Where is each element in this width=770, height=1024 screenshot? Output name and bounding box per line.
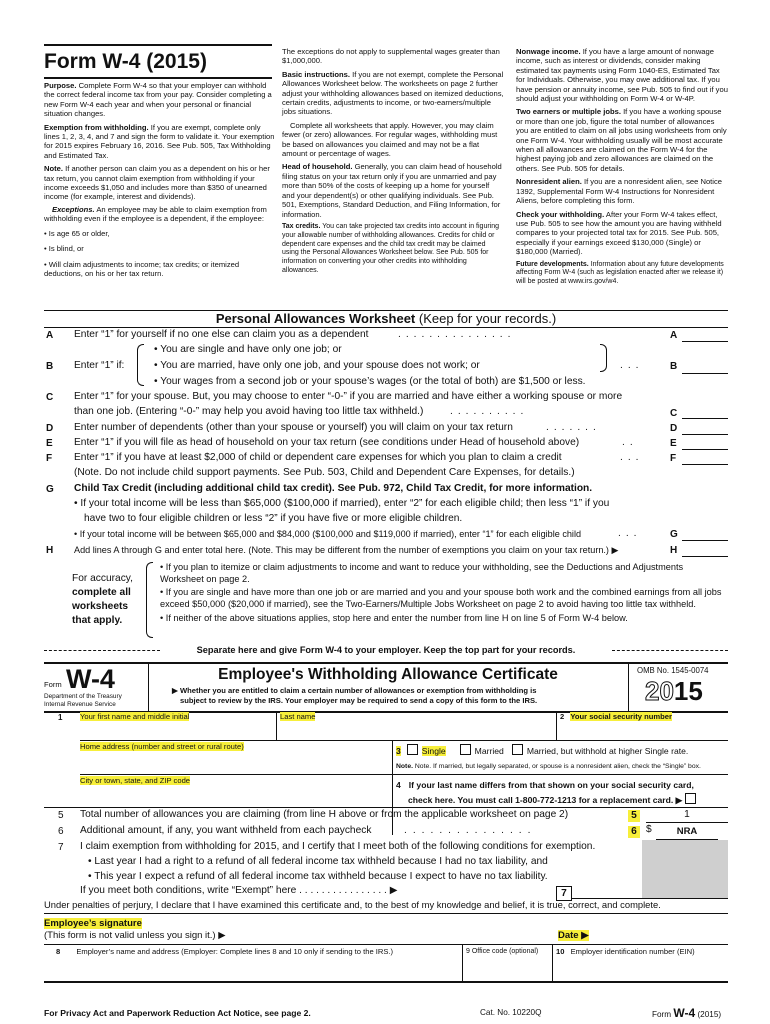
line-8-text: Employer’s name and address (Employer: Complete lines 8 and 10 only if sending to the IRS.) [76,947,394,956]
form-title: Form W-4 (2015) [44,50,207,73]
hoh-label: Head of household. [282,162,353,172]
cert-omb: OMB No. 1545-0074 [637,666,709,675]
instructions-column-3 [516,47,728,286]
line-b-answer[interactable] [682,361,728,374]
line-5-value[interactable]: 1 [646,808,728,823]
line-1-number: 1 [58,713,63,722]
future-label: Future developments. [516,260,589,268]
line-g-text-4: • If your total income will be between $65,000 and $84,000 ($100,000 and $119,000 if married), enter “1” for each eligible child [74,529,582,539]
line-3-filing-status [396,744,728,760]
married-label: Married [474,746,504,756]
line-b-brace-right [600,344,607,372]
line-f-text-2: (Note. Do not include child support payments. See Pub. 503, Child and Dependent Care Expenses, for details.) [74,467,575,478]
cert-form-id [44,664,149,711]
shaded-area [642,840,728,898]
line-h-text: Add lines A through G and enter total here. (Note. This may be different from the number of exemptions you claim on your tax return.) ▶ [74,545,619,555]
col2-intro: The exceptions do not apply to supplemental wages greater than $1,000,000. [282,47,500,66]
signature-note: (This form is not valid unless you sign it.) ▶ [44,930,226,941]
line-d-letter: D [46,423,54,434]
footer-form-word: Form [652,1010,672,1019]
instructions-column-1 [44,81,276,278]
complete-text: Complete all worksheets that apply. However, you may claim fewer (or zero) allowances. For regular wages, withholding must be based on allowances you claimed and may not be a flat amount or percentage of wages. [282,120,498,159]
exemption-text: If you are exempt, complete only lines 1, 2, 3, 4, and 7 and sign the form to validate it. Your exemption for 2015 expires February 16, 2016. See Pub. 505, Tax Withholding and Estimated Tax. [44,122,275,160]
bullet-age: • Is age 65 or older, [44,228,110,238]
line-f-dots: ... [620,452,644,463]
nonwage-text: If you have a large amount of nonwage income, such as interest or dividends, consider making estimated tax payments using Form 1040-ES, Estimated Tax for Individuals. Otherwise, you may owe additional tax. If you have pension or annuity income, see Pub. 505 to find out if you should adjust your withholding on Form W-4 or W-4P. [516,47,728,104]
line-b-item-2: • You are married, have only one job, and your spouse does not work; or [154,360,480,371]
cert-omb-block [628,664,729,711]
line-h-end: H [670,545,678,556]
line-1-divider [276,712,277,740]
line-9-field[interactable]: 9 Office code (optional) [466,948,539,955]
line-c-dots: .......... [450,406,529,417]
line-a-dots: ............... [398,329,516,340]
future-text: Information about any future developments affecting Form W-4 (such as legislation enacted after we release it) will be posted at www.irs.gov/w4. [516,260,724,285]
line-1-first-name[interactable] [80,712,276,740]
line-1-last-name[interactable] [280,712,556,740]
line-e-letter: E [46,438,53,449]
accuracy-brace [146,562,153,638]
check-withholding-text: After your Form W-4 takes effect, use Pub. 505 to see how the amount you are having withheld compares to your projected total tax for 2015. See Pub. 505, especially if your earnings exceed $130,000 (Single) or $180,000 (Married). [516,209,722,257]
line-6-dots: ............... [404,825,537,836]
nonresident-label: Nonresident alien. [516,177,582,187]
line-6-text: Additional amount, if any, you want withheld from each paycheck [80,825,372,836]
separator-dash-left [44,650,160,651]
accuracy-bold-1: complete all [72,587,131,598]
line-a-answer[interactable] [682,329,728,342]
cert-year [629,678,729,704]
separator-row [44,644,728,656]
basic-text: If you are not exempt, complete the Personal Allowances Worksheet below. The worksheets on page 2 further adjust your withholding allowances based on itemized deductions, certain credits, adjustments to income, or two-earners/multiple jobs situations. [282,69,504,117]
line-3-note: Note. Note. If married, but legally separated, or spouse is a nonresident alien, check the “Single” box. [396,763,701,770]
line-8-number: 8 [56,947,61,956]
line-d-end: D [670,423,678,434]
line-g-letter: G [46,484,54,495]
address-label: Home address (number and street or rural route) [80,742,244,751]
accuracy-items [160,562,726,625]
purpose-label: Purpose. [44,81,77,90]
bullet-blind: • Is blind, or [44,244,84,254]
line-4-number: 4 [396,780,401,790]
cert-year-outline: 20 [645,676,674,706]
line-b-dots: ... [620,360,644,371]
line-f-end: F [670,453,677,464]
line-4-text-2: check here. You must call 1-800-772-1213 for a replacement card. ▶ [408,795,683,805]
cert-dept-2: Internal Revenue Service [44,701,116,708]
perjury-statement: Under penalties of perjury, I declare that I have examined this certificate and, to the best of my knowledge and belief, it is true, correct, and complete. [44,899,661,910]
line-7-box-label: 7 [556,886,572,901]
line-6-value[interactable]: NRA [656,825,718,840]
nonresident-text: If you are a nonresident alien, see Notice 1392, Supplemental Form W-4 Instructions for Nonresident Aliens, before completing this form. [516,177,722,206]
line-f-letter: F [46,453,53,464]
line-a-text: Enter “1” for yourself if no one else can claim you as a dependent [74,329,369,340]
line-5-number: 5 [58,810,64,821]
form-title-box [44,44,272,79]
worksheet-title-note: (Keep for your records.) [418,311,557,326]
line-b-end: B [670,361,678,372]
signature-label: Employee’s signature [44,918,142,929]
line-h-letter: H [46,545,54,556]
cert-sub-1: ▶ Whether you are entitled to claim a certain number of allowances or exemption from withholding is [172,686,537,695]
nonwage-label: Nonwage income. [516,47,581,56]
line-h-answer[interactable] [682,544,728,557]
bullet-adjustments: • Will claim adjustments to income; tax credits; or itemized deductions, on his or her tax return. [44,259,240,278]
line-7-text-3: • This year I expect a refund of all federal income tax withheld because I expect to have no tax liability. [88,871,548,882]
line-10-divider [552,945,553,981]
accuracy-bold-2: worksheets [72,601,129,612]
exemption-label: Exemption from withholding. [44,122,149,132]
two-earners-label: Two earners or multiple jobs. [516,107,621,117]
line-e-text: Enter “1” if you will file as head of household on your tax return (see conditions under Head of household above) [74,437,580,448]
two-earners-text: If you have a working spouse or more than one job, figure the total number of allowances you are entitled to claim on all jobs using worksheets from only one Form W-4. Your withholding usually will be most accurate when all allowances are claimed on the Form W-4 for the highest paying job and zero allowances are claimed on the others. See Pub. 505 for details. [516,107,727,173]
line-d-answer[interactable] [682,422,728,435]
cert-form-big: W-4 [66,664,115,694]
line-5-box-label: 5 [628,810,640,822]
single-label: Single [421,746,446,756]
line-6-number: 6 [58,826,64,837]
line-4-block [396,778,728,808]
line-b-lead: Enter “1” if: [74,360,125,371]
line-g-text-2: • If your total income will be less than $65,000 ($100,000 if married), enter “2” for each eligible child; then less “1” if you [74,498,610,509]
cert-dept-1: Department of the Treasury [44,693,122,700]
signature-rule [44,944,728,945]
line-a-letter: A [46,330,54,341]
cert-sub-2: subject to review by the IRS. Your employer may be required to send a copy of this form to the IRS. [180,696,538,705]
cert-title-block [150,664,626,711]
line-g-text-3: have two to four eligible children or less “2” if you have five or more eligible children. [84,513,463,524]
line-2-number: 2 [560,712,565,721]
note-text: If another person can claim you as a dependent on his or her tax return, you cannot claim exemption from withholding if your income exceeds $1,050 and includes more than $350 of unearned income (for example, interest and dividends). [44,164,270,202]
line-6-box-label: 6 [628,826,640,838]
line-3-number: 3 [396,746,401,756]
line-7-text-2: • Last year I had a right to a refund of all federal income tax withheld because I had no tax liability, and [88,856,548,867]
separator-dash-right [612,650,728,651]
line-c-text-1: Enter “1” for your spouse. But, you may choose to enter “-0-” if you are married and have either a working spouse or more [74,391,623,402]
accuracy-lead: For accuracy, [72,573,133,584]
line-6-dollar: $ [646,824,652,835]
line-c-answer[interactable] [682,406,728,419]
line-9-divider [462,945,463,981]
first-name-label: Your first name and middle initial [80,712,190,721]
line-g-end: G [670,529,678,540]
line-g-dots: ... [618,528,642,539]
footer-privacy: For Privacy Act and Paperwork Reduction Act Notice, see page 2. [44,1008,311,1018]
check-withholding-label: Check your withholding. [516,209,605,219]
line-7-text-4: If you meet both conditions, write “Exempt” here . . . . . . . . . . . . . . . . ▶ [80,885,398,896]
instructions-column-2 [282,47,504,276]
line-7-text-1: I claim exemption from withholding for 2015, and I certify that I meet both of the following conditions for exemption. [80,841,596,852]
cert-form-word: Form [44,680,62,689]
separator-text: Separate here and give Form W-4 to your employer. Keep the top part for your records. [196,645,576,655]
accuracy-lead-block [72,572,142,628]
accuracy-bold-3: that apply. [72,615,123,626]
note-label: Note. [44,164,63,174]
line-f-text-1: Enter “1” if you have at least $2,000 of child or dependent care expenses for which you plan to claim a credit [74,452,562,463]
line-10-field[interactable] [556,947,728,981]
footer-year: (2015) [697,1010,722,1019]
line-d-dots: ....... [546,422,601,433]
last-name-label: Last name [280,712,316,721]
signature-field[interactable] [44,918,544,944]
line-4-text-1: If your last name differs from that shown on your social security card, [408,780,694,790]
basic-label: Basic instructions. [282,69,350,79]
line-a-end: A [670,330,678,341]
line-10-number: 10 [556,947,565,956]
accuracy-item-1: • If you plan to itemize or claim adjustments to income and want to reduce your withholding, see the Deductions and Adjustments Worksheet on page 2. [160,562,684,584]
date-label: Date ▶ [558,930,589,941]
ssn-label: Your social security number [570,712,672,721]
married-higher-label: Married, but withhold at higher Single rate. [526,746,689,756]
line-5-text: Total number of allowances you are claiming (from line H above or from the applicable worksheet on page 2) [80,809,569,820]
line-e-end: E [670,438,677,449]
line-d-text: Enter number of dependents (other than your spouse or yourself) you will claim on your tax return [74,422,513,433]
worksheet-title-text: Personal Allowances Worksheet [215,311,416,326]
line-3-note-text: Note. If married, but legally separated, or spouse is a nonresident alien, check the “Single” box. [414,763,701,770]
line-b-item-1: • You are single and have only one job; or [154,344,342,355]
footer-form [652,1006,721,1020]
worksheet-title [44,311,728,327]
footer-w4: W-4 [673,1006,696,1020]
credits-text: You can take projected tax credits into account in figuring your allowable number of withholding allowances. Credits for child or dependent care expenses and the child tax credit may be claimed using the Personal Allowances Worksheet below. See Pub. 505 for information on converting your other credits into withholding allowances. [282,222,500,274]
line-7-number: 7 [58,842,64,853]
line-g-answer[interactable] [682,528,728,541]
line-1-bottom-rule [80,740,728,741]
line-2-divider [556,712,557,740]
address-field[interactable] [80,742,390,774]
line-c-end: C [670,408,678,419]
line-2-ssn[interactable] [560,712,728,740]
perjury-rule [44,913,728,914]
exceptions-text: An employee may be able to claim exemption from withholding even if the employee is a dependent, if the employee: [44,204,267,224]
line-10-text: Employer identification number (EIN) [570,947,695,956]
cert-year-bold: 15 [673,676,703,706]
city-label: City or town, state, and ZIP code [80,776,191,785]
address-bottom-rule [80,774,728,775]
bottom-rule [44,981,728,983]
line-c-text-2: than one job. (Entering “-0-” may help you avoid having too little tax withheld.) [74,406,424,417]
line-b-brace-left [137,344,144,386]
exceptions-label: Exceptions. [52,204,95,214]
married-higher-checkbox[interactable] [512,744,523,755]
line-e-dots: .. [622,437,638,448]
footer-cat: Cat. No. 10220Q [480,1008,542,1017]
line-e-answer[interactable] [682,437,728,450]
line-f-answer[interactable] [682,452,728,465]
hoh-text: Generally, you can claim head of household filing status on your tax return only if you are unmarried and pay more than 50% of the costs of keeping up a home for yourself and your dependent(s) or other qualifying individuals. See Pub. 501, Exemptions, Standard Deduction, and Filing Information, for information. [282,162,502,219]
married-checkbox[interactable] [460,744,471,755]
purpose-text: Complete Form W-4 so that your employer can withhold the correct federal income tax from your pay. Consider completing a new Form W-4 each year and when your personal or financial situation changes. [44,81,272,119]
line-b-item-3: • Your wages from a second job or your spouse’s wages (or the total of both) are $1,500 or less. [154,376,586,387]
line-g-text-1: Child Tax Credit (including additional child tax credit). See Pub. 972, Child Tax Credit, for more information. [74,483,593,494]
accuracy-item-2: • If you are single and have more than one job or are married and you and your spouse both work and the combined earnings from all jobs exceed $50,000 ($20,000 if married), see the Two-Earners/Multiple Jobs Worksheet on page 2 to avoid having too little tax withheld. [160,587,722,609]
line-4-checkbox[interactable] [685,793,696,804]
credits-label: Tax credits. [282,222,321,230]
cert-title: Employee's Withholding Allowance Certificate [218,666,558,683]
line-c-letter: C [46,392,54,403]
single-checkbox[interactable] [407,744,418,755]
accuracy-item-3: • If neither of the above situations applies, stop here and enter the number from line H on line 5 of Form W-4 below. [160,613,628,624]
line-b-letter: B [46,361,54,372]
line-8-field[interactable] [56,947,460,981]
date-field[interactable] [558,930,728,944]
